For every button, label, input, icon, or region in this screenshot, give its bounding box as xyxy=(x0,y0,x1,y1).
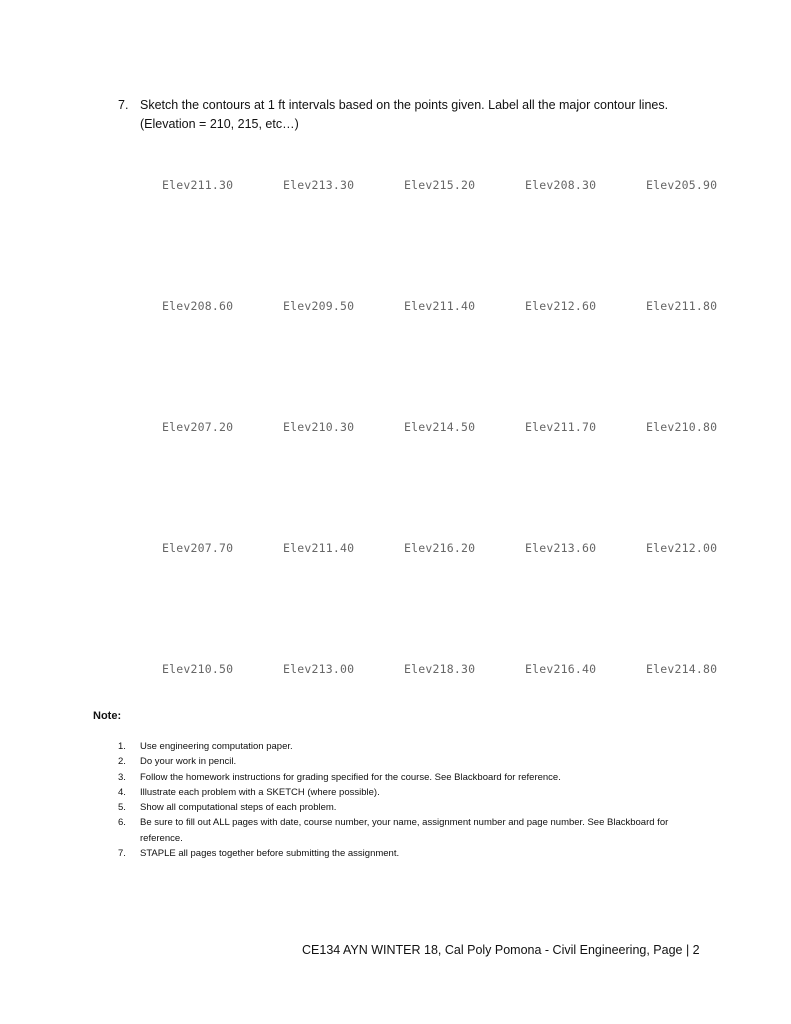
note-text: Do your work in pencil. xyxy=(140,756,237,768)
elevation-point xyxy=(283,420,354,434)
elevation-point xyxy=(162,541,233,555)
note-list xyxy=(118,739,688,861)
elevation-point xyxy=(646,299,717,313)
note-item xyxy=(118,785,688,800)
elevation-point xyxy=(646,178,717,192)
elevation-label: Elev211.40 xyxy=(283,541,355,555)
note-text: Be sure to fill out ALL pages with date, course number, your name, assignment number and page number. See Blackboard for reference. xyxy=(140,817,669,844)
note-number: 1. xyxy=(118,741,126,752)
elevation-point xyxy=(162,662,233,676)
note-number: 7. xyxy=(118,848,126,860)
elevation-label: Elev218.30 xyxy=(404,662,476,676)
elevation-point xyxy=(162,178,233,192)
elevation-label: Elev211.70 xyxy=(525,420,597,434)
note-text: STAPLE all pages together before submitting the assignment. xyxy=(140,848,400,860)
note-number: 4. xyxy=(118,786,126,798)
elevation-point xyxy=(404,420,475,434)
elevation-label: Elev216.20 xyxy=(404,541,476,555)
elevation-label: Elev207.70 xyxy=(162,541,234,555)
elevation-label: Elev211.30 xyxy=(162,178,234,192)
elevation-label: Elev211.80 xyxy=(646,299,718,313)
note-text: Use engineering computation paper. xyxy=(140,741,293,752)
elevation-point xyxy=(404,299,475,313)
elevation-label: Elev213.60 xyxy=(525,541,597,555)
elevation-point xyxy=(404,662,475,676)
elevation-point xyxy=(646,420,717,434)
elevation-label: Elev214.80 xyxy=(646,662,718,676)
note-text: Show all computational steps of each problem. xyxy=(140,802,337,814)
elevation-point xyxy=(525,299,596,313)
elevation-label: Elev211.40 xyxy=(404,299,476,313)
elevation-label: Elev210.30 xyxy=(283,420,355,434)
elevation-point xyxy=(525,541,596,555)
elevation-label: Elev213.30 xyxy=(283,178,355,192)
elevation-point xyxy=(525,420,596,434)
elevation-point xyxy=(283,299,354,313)
elevation-point xyxy=(404,541,475,555)
note-number: 2. xyxy=(118,756,126,768)
elevation-label: Elev208.30 xyxy=(525,178,597,192)
elevation-label: Elev209.50 xyxy=(283,299,355,313)
elevation-label: Elev212.60 xyxy=(525,299,597,313)
elevation-label: Elev216.40 xyxy=(525,662,597,676)
elevation-label: Elev215.20 xyxy=(404,178,476,192)
question-line-1: Sketch the contours at 1 ft intervals based on the points given. Label all the major contour lines. xyxy=(140,98,669,112)
note-text: Illustrate each problem with a SKETCH (where possible). xyxy=(140,786,380,798)
elevation-label: Elev210.80 xyxy=(646,420,718,434)
elevation-label: Elev214.50 xyxy=(404,420,476,434)
elevation-point xyxy=(283,541,354,555)
elevation-label: Elev207.20 xyxy=(162,420,234,434)
elevation-point xyxy=(162,299,233,313)
elevation-label: Elev210.50 xyxy=(162,662,234,676)
elevation-point xyxy=(525,178,596,192)
note-item xyxy=(118,754,688,769)
question-text xyxy=(140,96,740,134)
elevation-label: Elev208.60 xyxy=(162,299,234,313)
question-line-2: (Elevation = 210, 215, etc…) xyxy=(140,117,299,131)
note-item xyxy=(118,800,688,815)
page-footer: CE134 AYN WINTER 18, Cal Poly Pomona - Civil Engineering, Page | 2 xyxy=(302,943,700,957)
elevation-label: Elev213.00 xyxy=(283,662,355,676)
elevation-point xyxy=(283,662,354,676)
elevation-point xyxy=(646,662,717,676)
elevation-point xyxy=(525,662,596,676)
elevation-label: Elev212.00 xyxy=(646,541,718,555)
note-number: 3. xyxy=(118,771,126,783)
elevation-point xyxy=(646,541,717,555)
note-number: 6. xyxy=(118,817,126,829)
note-text: Follow the homework instructions for grading specified for the course. See Blackboard for reference. xyxy=(140,771,561,783)
note-item xyxy=(118,770,688,785)
note-number: 5. xyxy=(118,802,126,814)
elevation-point xyxy=(162,420,233,434)
elevation-point xyxy=(404,178,475,192)
note-item xyxy=(118,846,688,861)
elevation-point-grid xyxy=(162,178,762,678)
note-item xyxy=(118,739,688,754)
elevation-point xyxy=(283,178,354,192)
question-number: 7. xyxy=(118,98,129,112)
note-label: Note: xyxy=(93,710,122,722)
note-item xyxy=(118,815,688,846)
elevation-label: Elev205.90 xyxy=(646,178,718,192)
